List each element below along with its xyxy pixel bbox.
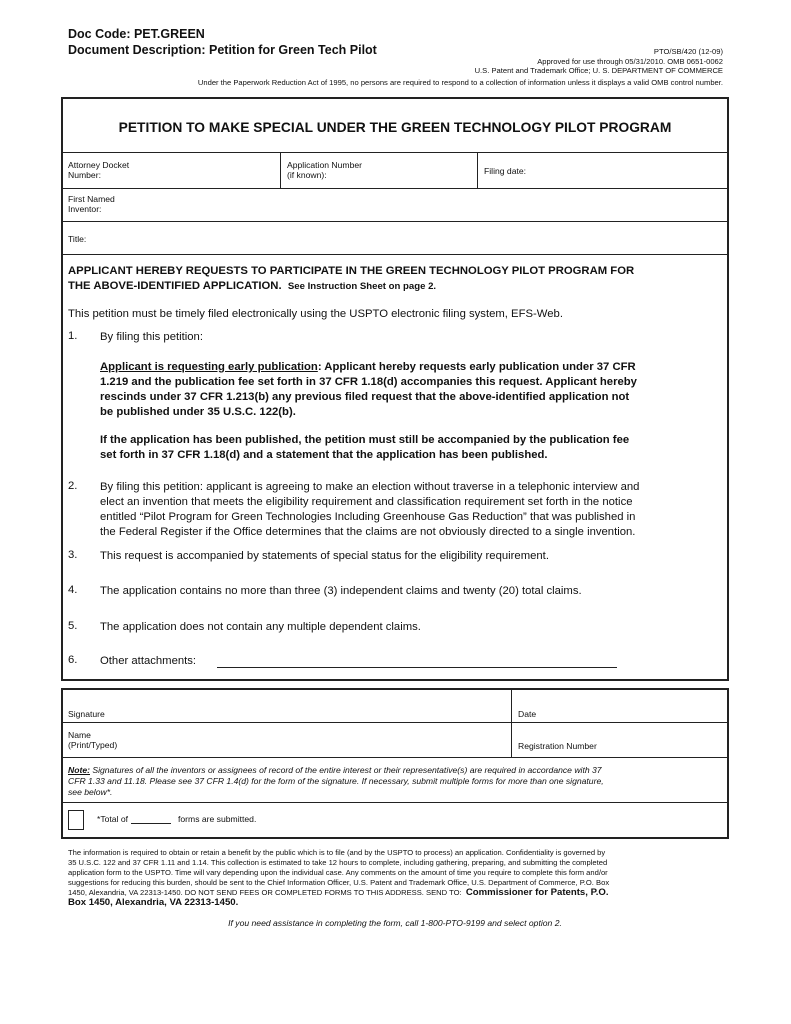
item-number: 5. xyxy=(68,620,78,632)
first-named-inventor-field[interactable] xyxy=(68,194,115,214)
other-attachments-input[interactable] xyxy=(217,667,617,668)
divider xyxy=(61,221,729,222)
burden-line: application form to the USPTO. Time will vary depending upon the individual case. Any comments on the amount of time you require to complete this form and/or xyxy=(68,868,608,877)
item-text: The application does not contain any multiple dependent claims. xyxy=(100,621,421,633)
early-publication-line: 1.219 and the publication fee set forth in 37 CFR 1.18(d) accompanies this request. Applicant hereby xyxy=(100,376,637,388)
name-field[interactable] xyxy=(68,730,117,750)
filing-date-field[interactable] xyxy=(484,166,526,176)
published-application-statement xyxy=(100,433,629,463)
total-forms-input[interactable] xyxy=(131,823,171,824)
paperwork-reduction-notice: Under the Paperwork Reduction Act of 1995, no persons are required to respond to a collection of information unless it displays a valid OMB control number. xyxy=(197,78,723,87)
item-line: the Federal Register if the Office determines that the claims are not obviously directed to a single invention. xyxy=(100,526,636,538)
doc-desc-label: Document Description xyxy=(68,43,202,57)
title-label: Title: xyxy=(68,234,87,244)
commissioner-address: Box 1450, Alexandria, VA 22313-1450. xyxy=(68,897,239,908)
first-named-label: Inventor: xyxy=(68,204,102,214)
burden-line: suggestions for reducing this burden, should be sent to the Chief Information Officer, U.S. Patent and Trademark Office, U.S. Department of Commerce, P.O. Box xyxy=(68,878,610,887)
note-line: see below*. xyxy=(68,787,113,797)
published-line: set forth in 37 CFR 1.18(d) and a statement that the application has been published. xyxy=(100,449,548,461)
doc-desc-value: : Petition for Green Tech Pilot xyxy=(201,43,377,57)
item-line: By filing this petition: applicant is agreeing to make an election without traverse in a telephonic interview and xyxy=(100,481,640,493)
assistance-line: If you need assistance in completing the form, call 1-800-PTO-9199 and select option 2. xyxy=(228,918,562,928)
item-text: Other attachments: xyxy=(100,655,197,667)
total-forms-suffix: forms are submitted. xyxy=(178,814,257,824)
request-line: THE ABOVE-IDENTIFIED APPLICATION. xyxy=(68,280,282,292)
agency-line: U.S. Patent and Trademark Office; U. S. DEPARTMENT OF COMMERCE xyxy=(474,66,723,75)
item-line: elect an invention that meets the eligibility requirement and classification requirement set forth in the notice xyxy=(100,496,633,508)
date-field[interactable] xyxy=(518,709,536,719)
document-description xyxy=(68,43,377,57)
item-text: This request is accompanied by statements of special status for the eligibility requirement. xyxy=(100,550,549,562)
divider xyxy=(61,757,729,758)
item-number: 3. xyxy=(68,549,78,561)
efs-web-statement: This petition must be timely filed electronically using the USPTO electronic filing system, EFS-Web. xyxy=(68,308,563,320)
signature-note xyxy=(68,765,604,798)
participation-request xyxy=(68,264,634,294)
note-line: CFR 1.33 and 11.18. Please see 37 CFR 1.4(d) for the form of the signature. If necessary, submit multiple forms for more than one signature, xyxy=(68,776,604,786)
application-number-label: (if known): xyxy=(287,170,327,180)
total-forms-prefix: *Total of xyxy=(97,814,129,824)
form-title: PETITION TO MAKE SPECIAL UNDER THE GREEN TECHNOLOGY PILOT PROGRAM xyxy=(118,120,672,135)
filing-date-label: Filing date: xyxy=(484,166,527,176)
published-line: If the application has been published, the petition must still be accompanied by the publication fee xyxy=(100,434,630,446)
name-label: (Print/Typed) xyxy=(68,740,118,750)
registration-number-field[interactable] xyxy=(518,741,597,751)
early-publication-line: : Applicant hereby requests early publication under 37 CFR xyxy=(317,361,636,373)
early-publication-heading: Applicant is requesting early publication xyxy=(100,361,318,373)
signature-label: Signature xyxy=(68,709,105,719)
registration-number-label: Registration Number xyxy=(518,741,597,751)
divider xyxy=(61,152,729,153)
instruction-note: See Instruction Sheet on page 2. xyxy=(287,281,437,292)
title-field[interactable] xyxy=(68,234,86,244)
attorney-docket-label: Number: xyxy=(68,170,101,180)
application-number-field[interactable] xyxy=(287,160,362,180)
commissioner-address: Commissioner for Patents, P.O. xyxy=(465,887,609,898)
burden-statement xyxy=(68,848,726,908)
date-label: Date xyxy=(518,709,537,719)
item-number: 6. xyxy=(68,654,78,666)
item-text: The application contains no more than three (3) independent claims and twenty (20) total claims. xyxy=(100,585,582,597)
item-line: entitled “Pilot Program for Green Technologies Including Greenhouse Gas Reduction” that was published in xyxy=(100,511,636,523)
divider xyxy=(61,722,729,723)
item-text: By filing this petition: xyxy=(100,331,203,343)
form-number: PTO/SB/420 (12-09) xyxy=(653,47,723,56)
divider xyxy=(61,188,729,189)
divider xyxy=(61,802,729,803)
total-forms-checkbox[interactable] xyxy=(68,810,84,830)
item-text xyxy=(100,480,639,540)
divider xyxy=(61,254,729,255)
item-number: 2. xyxy=(68,480,78,492)
divider xyxy=(511,688,512,757)
note-line: Signatures of all the inventors or assignees of record of the entire interest or their representative(s) are required in accordance with 37 xyxy=(89,765,602,775)
signature-box xyxy=(61,688,729,839)
early-publication-line: be published under 35 U.S.C. 122(b). xyxy=(100,406,296,418)
request-line: APPLICANT HEREBY REQUESTS TO PARTICIPATE IN THE GREEN TECHNOLOGY PILOT PROGRAM FOR xyxy=(68,265,635,277)
name-label: Name xyxy=(68,730,91,740)
early-publication-line: rescinds under 37 CFR 1.213(b) any previous filed request that the above-identified application not xyxy=(100,391,630,403)
burden-line: 35 U.S.C. 122 and 37 CFR 1.11 and 1.14. This collection is estimated to take 12 hours to complete, including gathering, preparing, and submitting the completed xyxy=(68,858,608,867)
signature-field[interactable] xyxy=(68,709,105,719)
note-label: Note: xyxy=(68,765,90,775)
early-publication-request xyxy=(100,360,637,420)
attorney-docket-label: Attorney Docket xyxy=(68,160,130,170)
item-number: 1. xyxy=(68,330,78,342)
omb-approval: Approved for use through 05/31/2010. OMB 0651-0062 xyxy=(537,57,723,66)
first-named-label: First Named xyxy=(68,194,115,204)
doc-code: Doc Code: PET.GREEN xyxy=(68,27,205,41)
burden-line: The information is required to obtain or retain a benefit by the public which is to file (and by the USPTO to process) an application. Confidentiality is governed by xyxy=(68,848,606,857)
divider xyxy=(280,152,281,188)
item-number: 4. xyxy=(68,584,78,596)
application-number-label: Application Number xyxy=(287,160,362,170)
divider xyxy=(477,152,478,188)
burden-line: 1450, Alexandria, VA 22313-1450. DO NOT SEND FEES OR COMPLETED FORMS TO THIS ADDRESS. SEND TO: xyxy=(68,888,462,897)
attorney-docket-field[interactable] xyxy=(68,160,129,180)
